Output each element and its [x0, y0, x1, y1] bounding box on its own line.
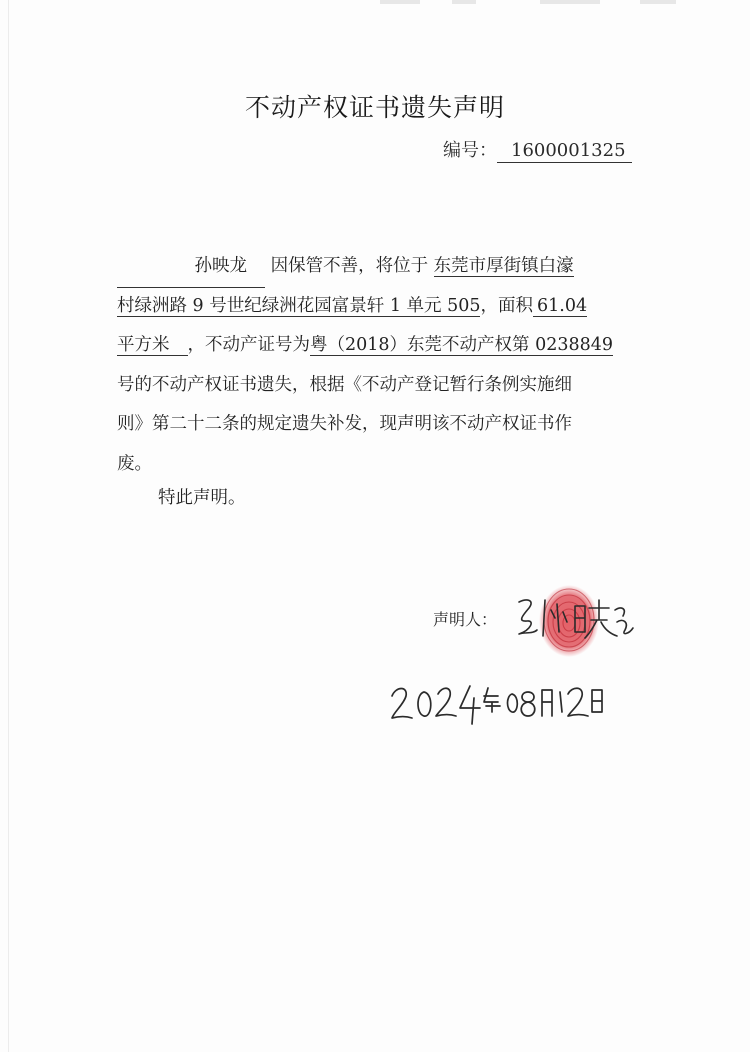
scan-smudge [452, 0, 476, 4]
handwritten-date [388, 672, 608, 732]
statement-text: 因保管不善，将位于 [270, 256, 429, 276]
statement-line [117, 247, 645, 287]
scan-smudge [380, 0, 420, 4]
statement-line [117, 287, 645, 327]
document-title: 不动产权证书遗失声明 [244, 93, 505, 122]
statement-line [117, 326, 645, 366]
closing-remark: 特此声明。 [158, 488, 246, 508]
declarant-label: 声明人： [433, 610, 498, 629]
statement-line: 号的不动产权证书遗失，根据《不动产登记暂行条例实施细 [117, 374, 572, 395]
scan-smudge [540, 0, 600, 4]
document-number [443, 136, 632, 162]
number-label: 编号： [443, 140, 497, 161]
property-area: 61.04 [533, 296, 587, 317]
statement-line: 则》第二十二条的规定遗失补发，现声明该不动产权证书作 [117, 414, 572, 434]
owner-name: 孙映龙 [117, 247, 265, 288]
statement-body [117, 247, 645, 484]
area-unit: 平方米 [117, 335, 188, 356]
handwritten-signature [505, 588, 635, 648]
number-value: 1600001325 [497, 140, 632, 163]
statement-line: 废。 [117, 453, 152, 474]
scan-smudge [640, 0, 676, 4]
certificate-number: 粤（2018）东莞不动产权第 0238849 [310, 335, 614, 355]
statement-text: ，面积 [480, 295, 533, 316]
property-address: 村绿洲路 9 号世纪绿洲花园富景轩 1 单元 505 [117, 295, 481, 316]
page-edge-line [8, 0, 9, 1052]
property-address: 东莞市厚街镇白濠 [433, 256, 574, 276]
statement-text: ，不动产证号为 [187, 335, 310, 355]
